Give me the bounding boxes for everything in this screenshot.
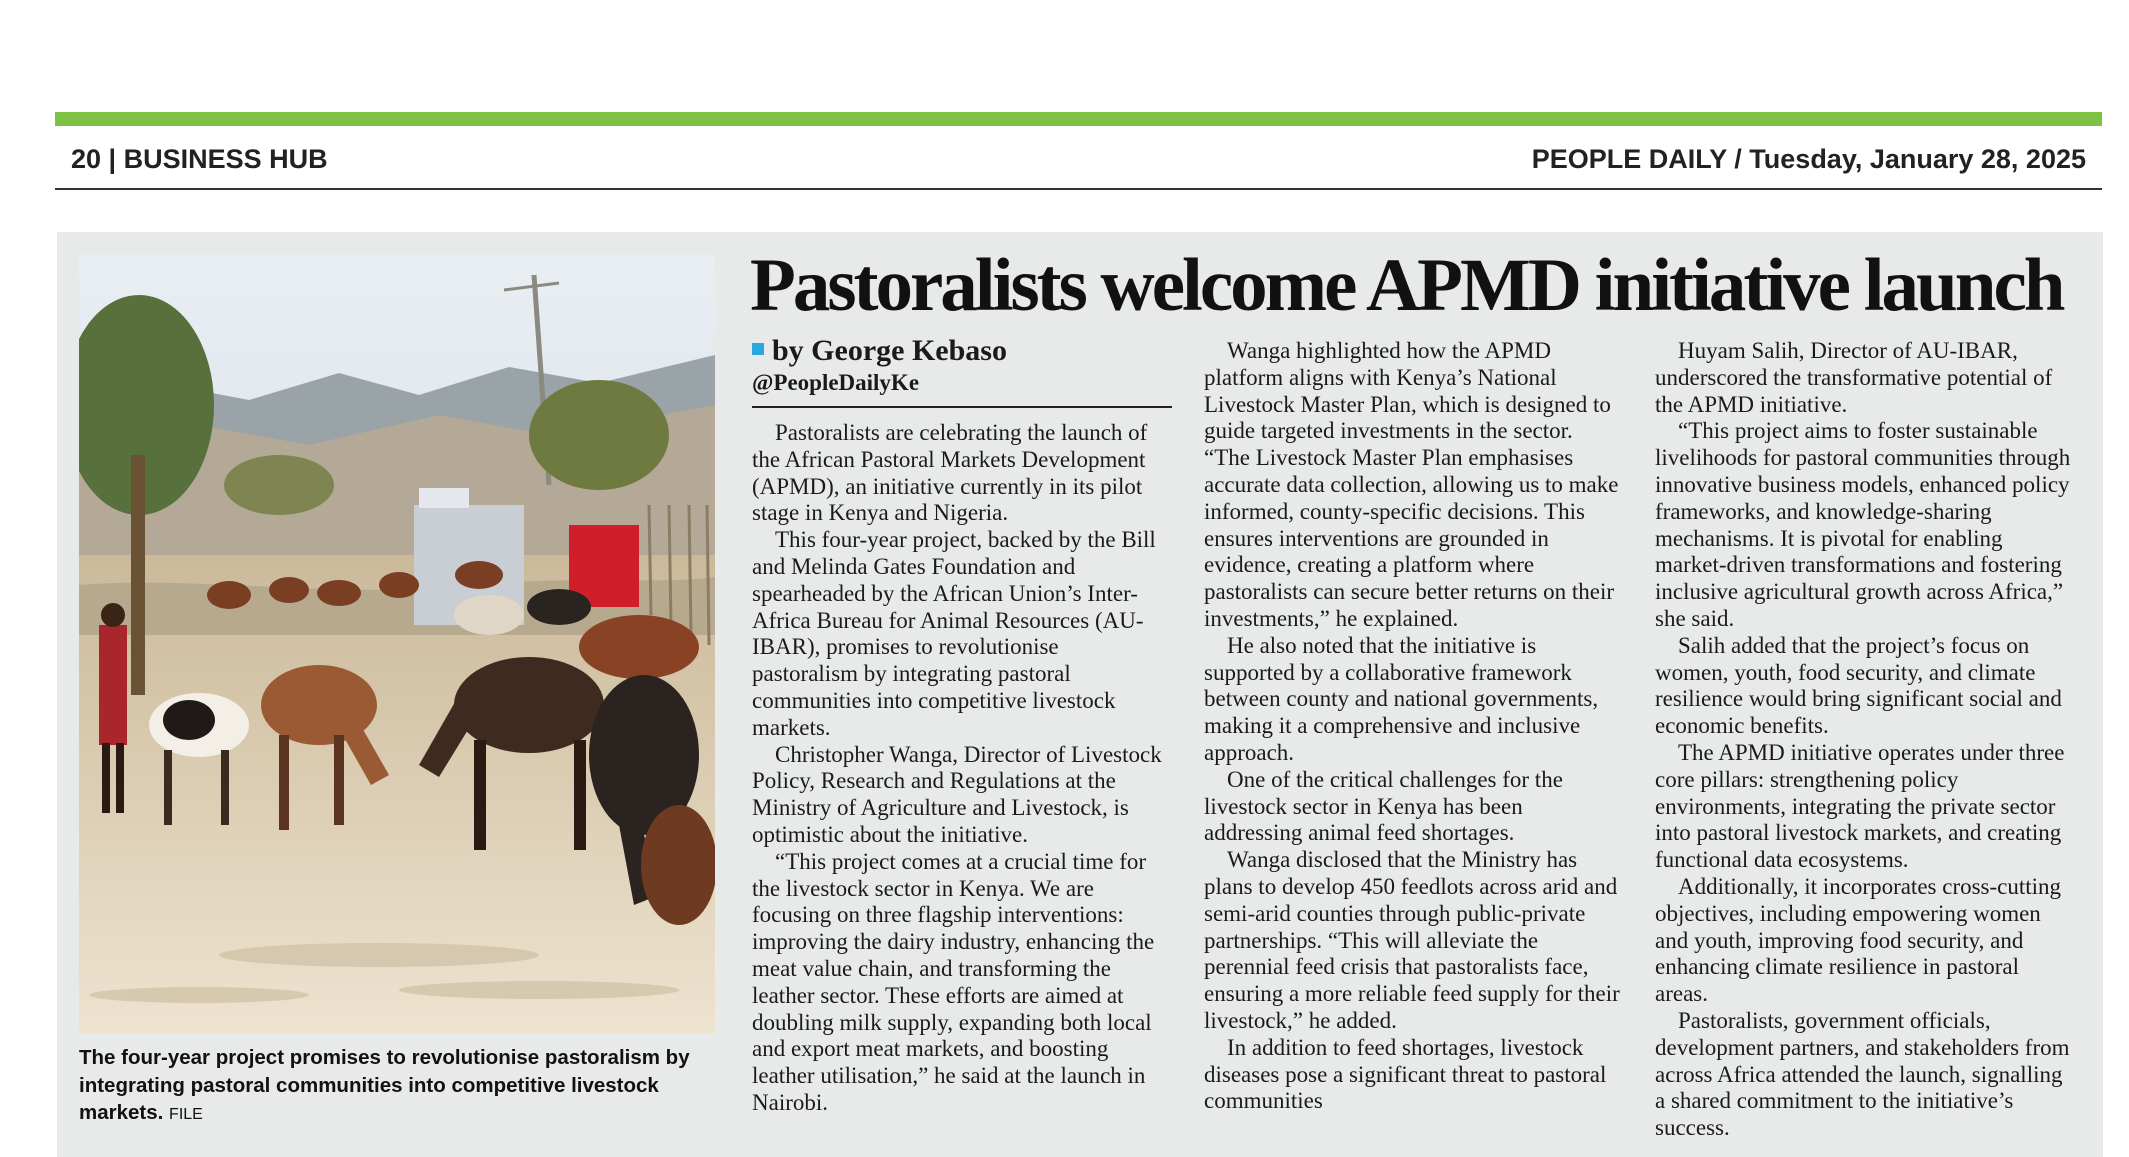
- header-accent-bar: [55, 112, 2102, 126]
- byline-square-icon: [752, 343, 764, 355]
- paragraph: “This project aims to foster sustainable livelihoods for pastoral communities through innovative business models, enhanced policy frameworks, and knowledge-sharing mechanisms. It is pivotal for enabling market-driven transformations and fostering inclusive agricultural growth across Africa,” she said.: [1655, 418, 2071, 631]
- paragraph: Wanga highlighted how the APMD platform aligns with Kenya’s National Livestock Master Plan, which is designed to guide targeted investments in the sector. “The Livestock Master Plan emphasises accurate data collection, allowing us to make informed, county-specific decisions. This ensures interventions are grounded in evidence, creating a platform where pastoralists can secure better returns on their investments,” he explained.: [1204, 338, 1619, 631]
- article-column-3: [1655, 338, 2073, 1142]
- paragraph: One of the critical challenges for the livestock sector in Kenya has been addressing animal feed shortages.: [1204, 766, 1563, 846]
- publication-date: PEOPLE DAILY / Tuesday, January 28, 2025: [1531, 144, 2086, 174]
- paragraph: Huyam Salih, Director of AU-IBAR, underscored the transformative potential of the APMD initiative.: [1655, 338, 2053, 417]
- article-column-1: [752, 420, 1170, 1117]
- photo-caption: [79, 1044, 719, 1129]
- paragraph: He also noted that the initiative is supported by a collaborative framework between county and national governments, making it a comprehensive and inclusive approach.: [1204, 632, 1599, 765]
- paragraph: Additionally, it incorporates cross-cutting objectives, including empowering women and youth, improving food security, and enhancing climate resilience in pastoral areas.: [1655, 873, 2062, 1007]
- photo-credit: FILE: [169, 1106, 203, 1123]
- paragraph: Pastoralists, government officials, development partners, and stakeholders from across Africa attended the launch, signalling a shared commitment to the initiative’s success.: [1655, 1007, 2070, 1141]
- paragraph: The APMD initiative operates under three core pillars: strengthening policy environments, integrating the private sector into pastoral livestock markets, and creating functional data ecosystems.: [1655, 739, 2065, 873]
- page-header: [55, 126, 2102, 190]
- cattle-photo: [79, 255, 715, 1033]
- byline-divider: [752, 406, 1172, 408]
- headline: Pastoralists welcome APMD initiative launch: [750, 244, 2063, 327]
- byline: [752, 334, 1172, 398]
- article-column-2: [1204, 338, 1622, 1115]
- paragraph: Christopher Wanga, Director of Livestock Policy, Research and Regulations at the Ministry of Agriculture and Livestock, is optimistic about the initiative.: [752, 741, 1162, 847]
- paragraph: Wanga disclosed that the Ministry has plans to develop 450 feedlots across arid and semi-arid counties through public-private partnerships. “This will alleviate the perennial feed crisis that pastoralists face, ensuring a more reliable feed supply for their livestock,” he added.: [1204, 847, 1620, 1033]
- author-handle: @PeopleDailyKe: [752, 370, 920, 395]
- paragraph: In addition to feed shortages, livestock diseases pose a significant threat to pastoral communities: [1204, 1034, 1607, 1114]
- page-section-label: 20 | BUSINESS HUB: [71, 144, 328, 174]
- paragraph: This four-year project, backed by the Bill and Melinda Gates Foundation and spearheaded by the African Union’s Inter-Africa Bureau for Animal Resources (AU-IBAR), promises to revolutionise pastoralism by integrating pastoral communities into competitive livestock markets.: [752, 527, 1156, 740]
- paragraph: Salih added that the project’s focus on women, youth, food security, and climate resilience would bring significant social and economic benefits.: [1655, 632, 2062, 739]
- paragraph: “This project comes at a crucial time for the livestock sector in Kenya. We are focusing on three flagship interventions: improving the dairy industry, enhancing the meat value chain, and transforming the leather sector. These efforts are aimed at doubling milk supply, expanding both local and export meat markets, and boosting leather utilisation,” he said at the launch in Nairobi.: [752, 848, 1155, 1115]
- author-name: by George Kebaso: [772, 334, 1007, 367]
- paragraph: Pastoralists are celebrating the launch of the African Pastoral Markets Development (APMD), an initiative currently in its pilot stage in Kenya and Nigeria.: [752, 420, 1148, 526]
- caption-text: The four-year project promises to revolutionise pastoralism by integrating pastoral communities into competitive livestock markets.: [79, 1046, 690, 1124]
